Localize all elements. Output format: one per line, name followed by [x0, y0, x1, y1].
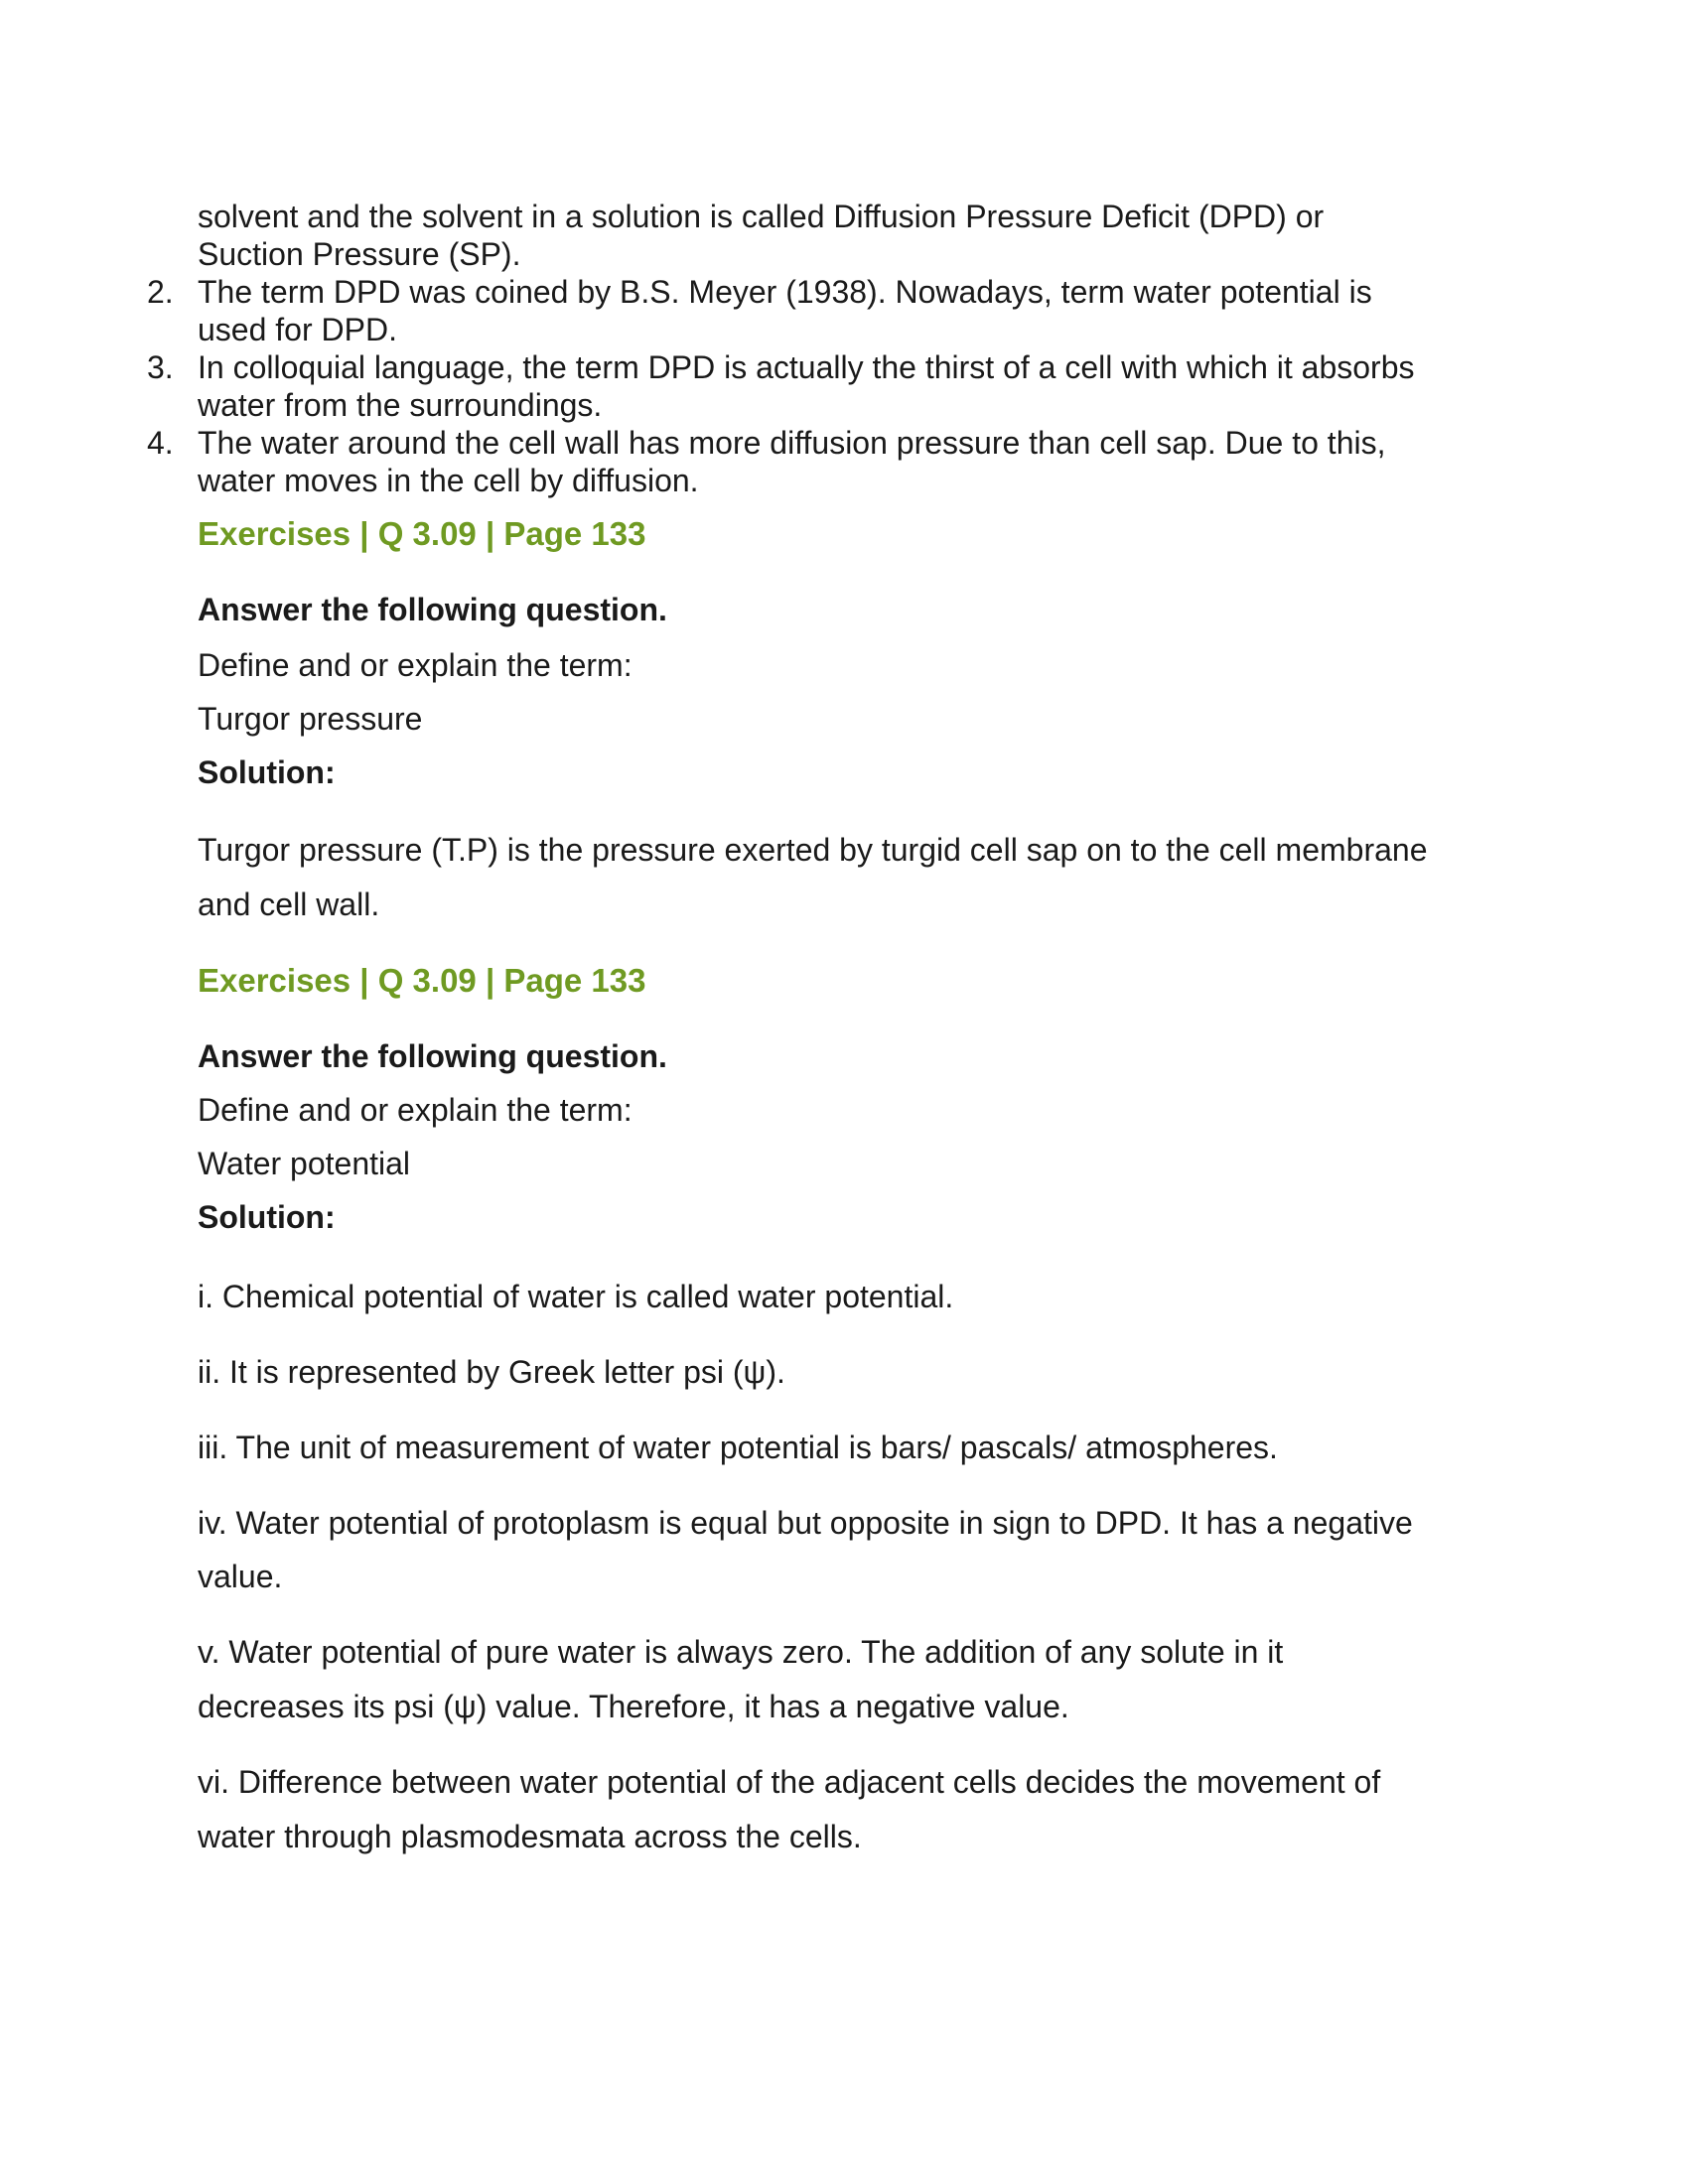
question-instruction: Define and or explain the term:: [198, 1092, 633, 1128]
question-instruction: Define and or explain the term:: [198, 647, 633, 683]
question-term: Turgor pressure: [198, 701, 423, 737]
list-item-text: The term DPD was coined by B.S. Meyer (1938). Nowadays, term water potential is: [198, 274, 1372, 310]
solution-point-vi-continued: water through plasmodesmata across the cells.: [198, 1819, 862, 1854]
question-header-link[interactable]: Exercises | Q 3.09 | Page 133: [198, 962, 646, 999]
list-item-number: 3.: [147, 349, 174, 385]
solution-point-iii: iii. The unit of measurement of water potential is bars/ pascals/ atmospheres.: [198, 1430, 1278, 1465]
solution-point-v: v. Water potential of pure water is always zero. The addition of any solute in it: [198, 1634, 1284, 1670]
list-item-text: used for DPD.: [198, 312, 397, 347]
question-prompt: Answer the following question.: [198, 592, 667, 627]
list-continuation-line-2: Suction Pressure (SP).: [198, 236, 521, 272]
question-prompt: Answer the following question.: [198, 1038, 667, 1074]
list-item-text: water from the surroundings.: [198, 387, 603, 423]
solution-point-vi: vi. Difference between water potential of the adjacent cells decides the movement of: [198, 1764, 1381, 1800]
list-item-text: The water around the cell wall has more diffusion pressure than cell sap. Due to this,: [198, 425, 1386, 461]
solution-label: Solution:: [198, 1199, 336, 1235]
answer-line: and cell wall.: [198, 887, 380, 922]
list-continuation-line-1: solvent and the solvent in a solution is called Diffusion Pressure Deficit (DPD) or: [198, 199, 1325, 234]
solution-point-i: i. Chemical potential of water is called water potential.: [198, 1279, 954, 1314]
list-item-number: 2.: [147, 274, 174, 310]
solution-label: Solution:: [198, 754, 336, 790]
solution-point-ii: ii. It is represented by Greek letter psi (ψ).: [198, 1354, 785, 1390]
answer-line: Turgor pressure (T.P) is the pressure exerted by turgid cell sap on to the cell membrane: [198, 832, 1428, 868]
solution-point-iv-continued: value.: [198, 1559, 283, 1594]
question-term: Water potential: [198, 1146, 411, 1181]
list-item-number: 4.: [147, 425, 174, 461]
list-item-text: In colloquial language, the term DPD is actually the thirst of a cell with which it absorbs: [198, 349, 1415, 385]
list-item-text: water moves in the cell by diffusion.: [198, 463, 699, 498]
solution-point-iv: iv. Water potential of protoplasm is equal but opposite in sign to DPD. It has a negative: [198, 1505, 1413, 1541]
solution-point-v-continued: decreases its psi (ψ) value. Therefore, it has a negative value.: [198, 1689, 1069, 1724]
question-header-link[interactable]: Exercises | Q 3.09 | Page 133: [198, 515, 646, 552]
